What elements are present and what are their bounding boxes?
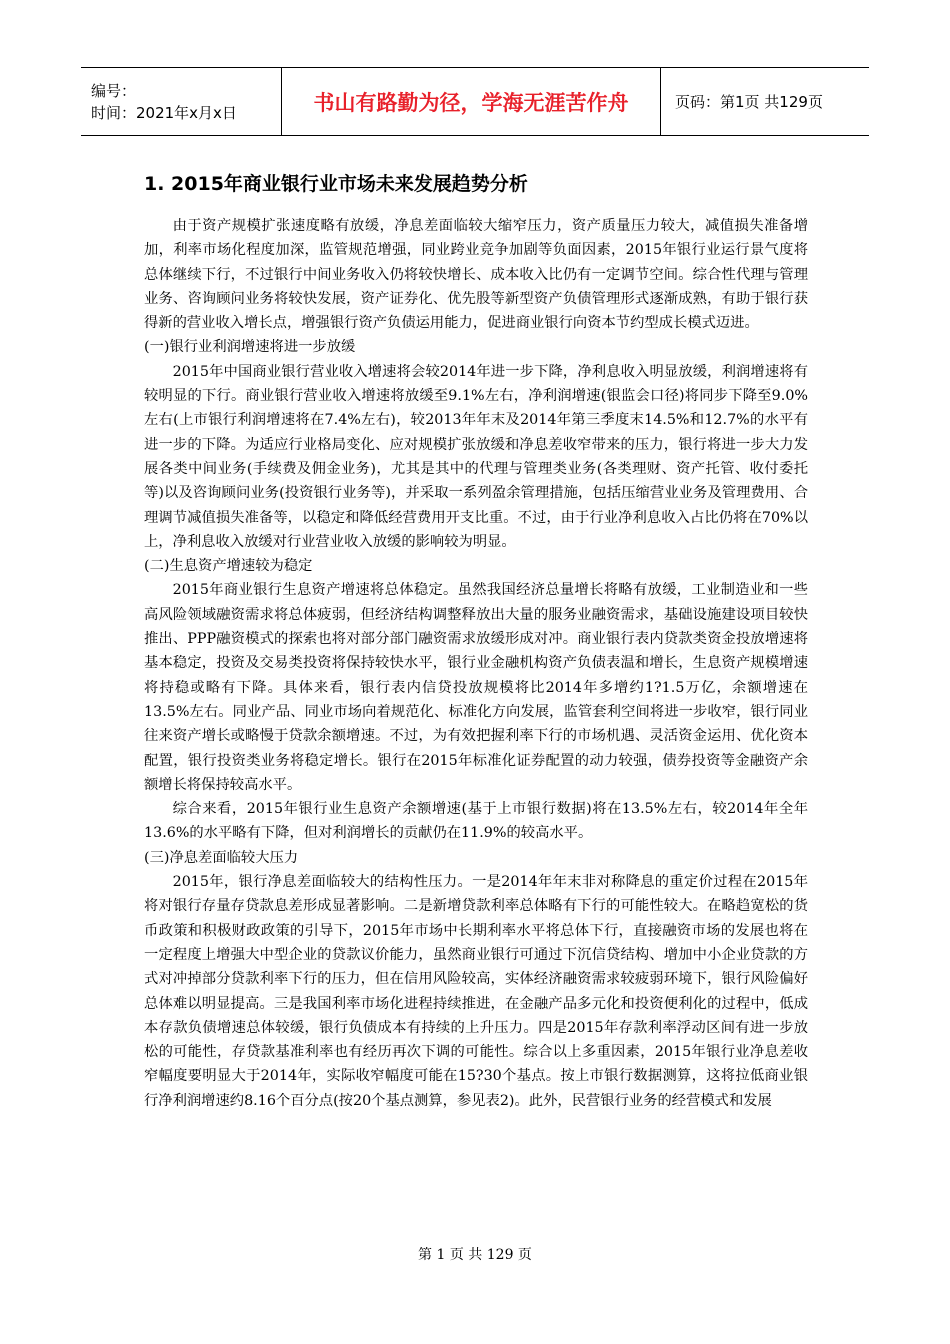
subheading-profit: (一)银行业利润增速将进一步放缓: [144, 339, 356, 356]
page-info: 页码：第1页 共129页: [675, 93, 823, 111]
section-title: 1. 2015年商业银行业市场未来发展趋势分析: [144, 173, 528, 195]
page-footer: 第 1 页 共 129 页: [418, 1247, 532, 1263]
paragraph-summary: 综合来看，2015年银行业生息资产余额增速(基于上市银行数据)将在13.5%左右，较2014年全年13.6%的水平略有下降，但对利润增长的贡献仍在11.9%的较高水平。: [144, 801, 808, 842]
document-body: [144, 170, 808, 1113]
header-motto-cell: [282, 68, 661, 135]
motto: 书山有路勤为径，学海无涯苦作舟: [313, 90, 629, 115]
paragraph-margin: 2015年，银行净息差面临较大的结构性压力。一是2014年年末非对称降息的重定价过程在2015年将对银行存量存贷款息差形成显著影响。二是新增贷款利率总体略有下行的可能性较大。在略趋宽松的货币政策和积极财政政策的引导下，2015年市场中长期利率水平将总体下行，直接融资市场的发展也将在一定程度上增强大中型企业的贷款议价能力，虽然商业银行可通过下沉信贷结构、增加中小企业贷款的方式对冲掉部分贷款利率下行的压力，但在信用风险较高，实体经济融资需求较疲弱环境下，银行风险偏好总体难以明显提高。三是我国利率市场化进程持续推进，在金融产品多元化和投资便利化的过程中，低成本存款负债增速总体较缓，银行负债成本有持续的上升压力。四是2015年存款利率浮动区间有进一步放松的可能性，存贷款基准利率也有经历再次下调的可能性。综合以上多重因素，2015年银行业净息差收窄幅度要明显大于2014年，实际收窄幅度可能在15?30个基点。按上市银行数据测算，这将拉低商业银行净利润增速约8.16个百分点(按20个基点测算，参见表2)。此外，民营银行业务的经营模式和发展: [144, 874, 808, 1109]
paragraph-intro: 由于资产规模扩张速度略有放缓，净息差面临较大缩窄压力，资产质量压力较大，减值损失准备增加，利率市场化程度加深，监管规范增强，同业跨业竞争加剧等负面因素，2015年银行业运行景气度将总体继续下行，不过银行中间业务收入仍将较快增长、成本收入比仍有一定调节空间。综合性代理与管理业务、咨询顾问业务将较快发展，资产证券化、优先股等新型资产负债管理形式逐渐成熟，有助于银行获得新的营业收入增长点，增强银行资产负债运用能力，促进商业银行向资本节约型成长模式迈进。: [144, 218, 808, 332]
document-header: [81, 67, 869, 136]
header-page-cell: [661, 68, 869, 135]
subheading-margin: (三)净息差面临较大压力: [144, 849, 299, 866]
header-meta-cell: [81, 68, 282, 135]
paragraph-assets: 2015年商业银行生息资产增速将总体稳定。虽然我国经济总量增长将略有放缓，工业制造业和一些高风险领域融资需求将总体疲弱，但经济结构调整释放出大量的服务业融资需求，基础设施建设项目较快推出、PPP融资模式的探索也将对部分部门融资需求放缓形成对冲。商业银行表内贷款类资金投放增速将基本稳定，投资及交易类投资将保持较快水平，银行业金融机构资产负债表温和增长，生息资产规模增速将持稳或略有下降。具体来看，银行表内信贷投放规模将比2014年多增约1?1.5万亿，余额增速在13.5%左右。同业产品、同业市场向着规范化、标准化方向发展，监管套利空间将进一步收窄，银行同业往来资产增长或略慢于贷款余额增速。不过，为有效把握利率下行的市场机遇、灵活资金运用、优化资本配置，银行投资类业务将稳定增长。银行在2015年标准化证券配置的动力较强，债券投资等金融资产余额增长将保持较高水平。: [144, 582, 808, 793]
date-label: 时间：2021年x月x日: [91, 103, 237, 122]
code-label: 编号：: [91, 81, 137, 100]
paragraph-profit: 2015年中国商业银行营业收入增速将会较2014年进一步下降，净利息收入明显放缓，利润增速将有较明显的下行。商业银行营业收入增速将放缓至9.1%左右，净利润增速(银监会口径)将同步下降至9.0%左右(上市银行利润增速将在7.4%左右)，较2013年年末及2014年第三季度末14.5%和12.7%的水平有进一步的下降。为适应行业格局变化、应对规模扩张放缓和净息差收窄带来的压力，银行将进一步大力发展各类中间业务(手续费及佣金业务)，尤其是其中的代理与管理类业务(各类理财、资产托管、收付委托等)以及咨询顾问业务(投资银行业务等)，并采取一系列盈余管理措施，包括压缩营业业务及管理费用、合理调节减值损失准备等，以稳定和降低经营费用开支比重。不过，由于行业净利息收入占比仍将在70%以上，净利息收入放缓对行业营业收入放缓的影响较为明显。: [144, 363, 808, 550]
subheading-assets: (二)生息资产增速较为稳定: [144, 558, 313, 575]
